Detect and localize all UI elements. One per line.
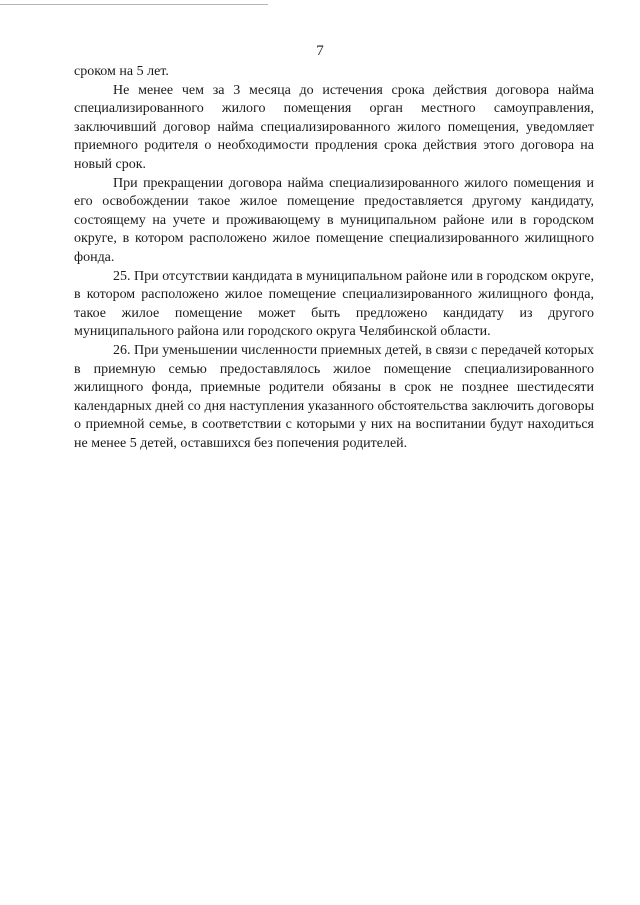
document-body: [74, 63, 594, 453]
paragraph-item-25: 25. При отсутствии кандидата в муниципальном районе или в городском округе, в котором расположено жилое помещение специализированного жилищного фонда, такое жилое помещение может быть предложено кандидату из другого муниципального района или городского округа Челябинской области.: [74, 268, 594, 340]
paragraph-termination: При прекращении договора найма специализированного жилого помещения и его освобождении такое жилое помещение предоставляется другому кандидату, состоящему на учете и проживающему в муниципальном районе или в городском округе, в котором расположено жилое помещение специализированного жилищного фонда.: [74, 175, 594, 265]
paragraph-continuation: сроком на 5 лет.: [74, 64, 169, 79]
header-rule: [0, 4, 268, 5]
paragraph-notification: Не менее чем за 3 месяца до истечения срока действия договора найма специализированного жилого помещения орган местного самоуправления, заключивший договор найма специализированного жилого помещения, уведомляет приемного родителя о необходимости продления срока действия этого договора на новый срок.: [74, 82, 594, 172]
page-number: 7: [316, 43, 324, 59]
paragraph-item-26: 26. При уменьшении численности приемных детей, в связи с передачей которых в приемную семью предоставлялось жилое помещение специализированного жилищного фонда, приемные родители обязаны в срок не позднее шестидесяти календарных дней со дня наступления указанного обстоятельства заключить договоры о приемной семье, в соответствии с которыми у них на воспитании будут находиться не менее 5 детей, оставшихся без попечения родителей.: [74, 342, 594, 451]
